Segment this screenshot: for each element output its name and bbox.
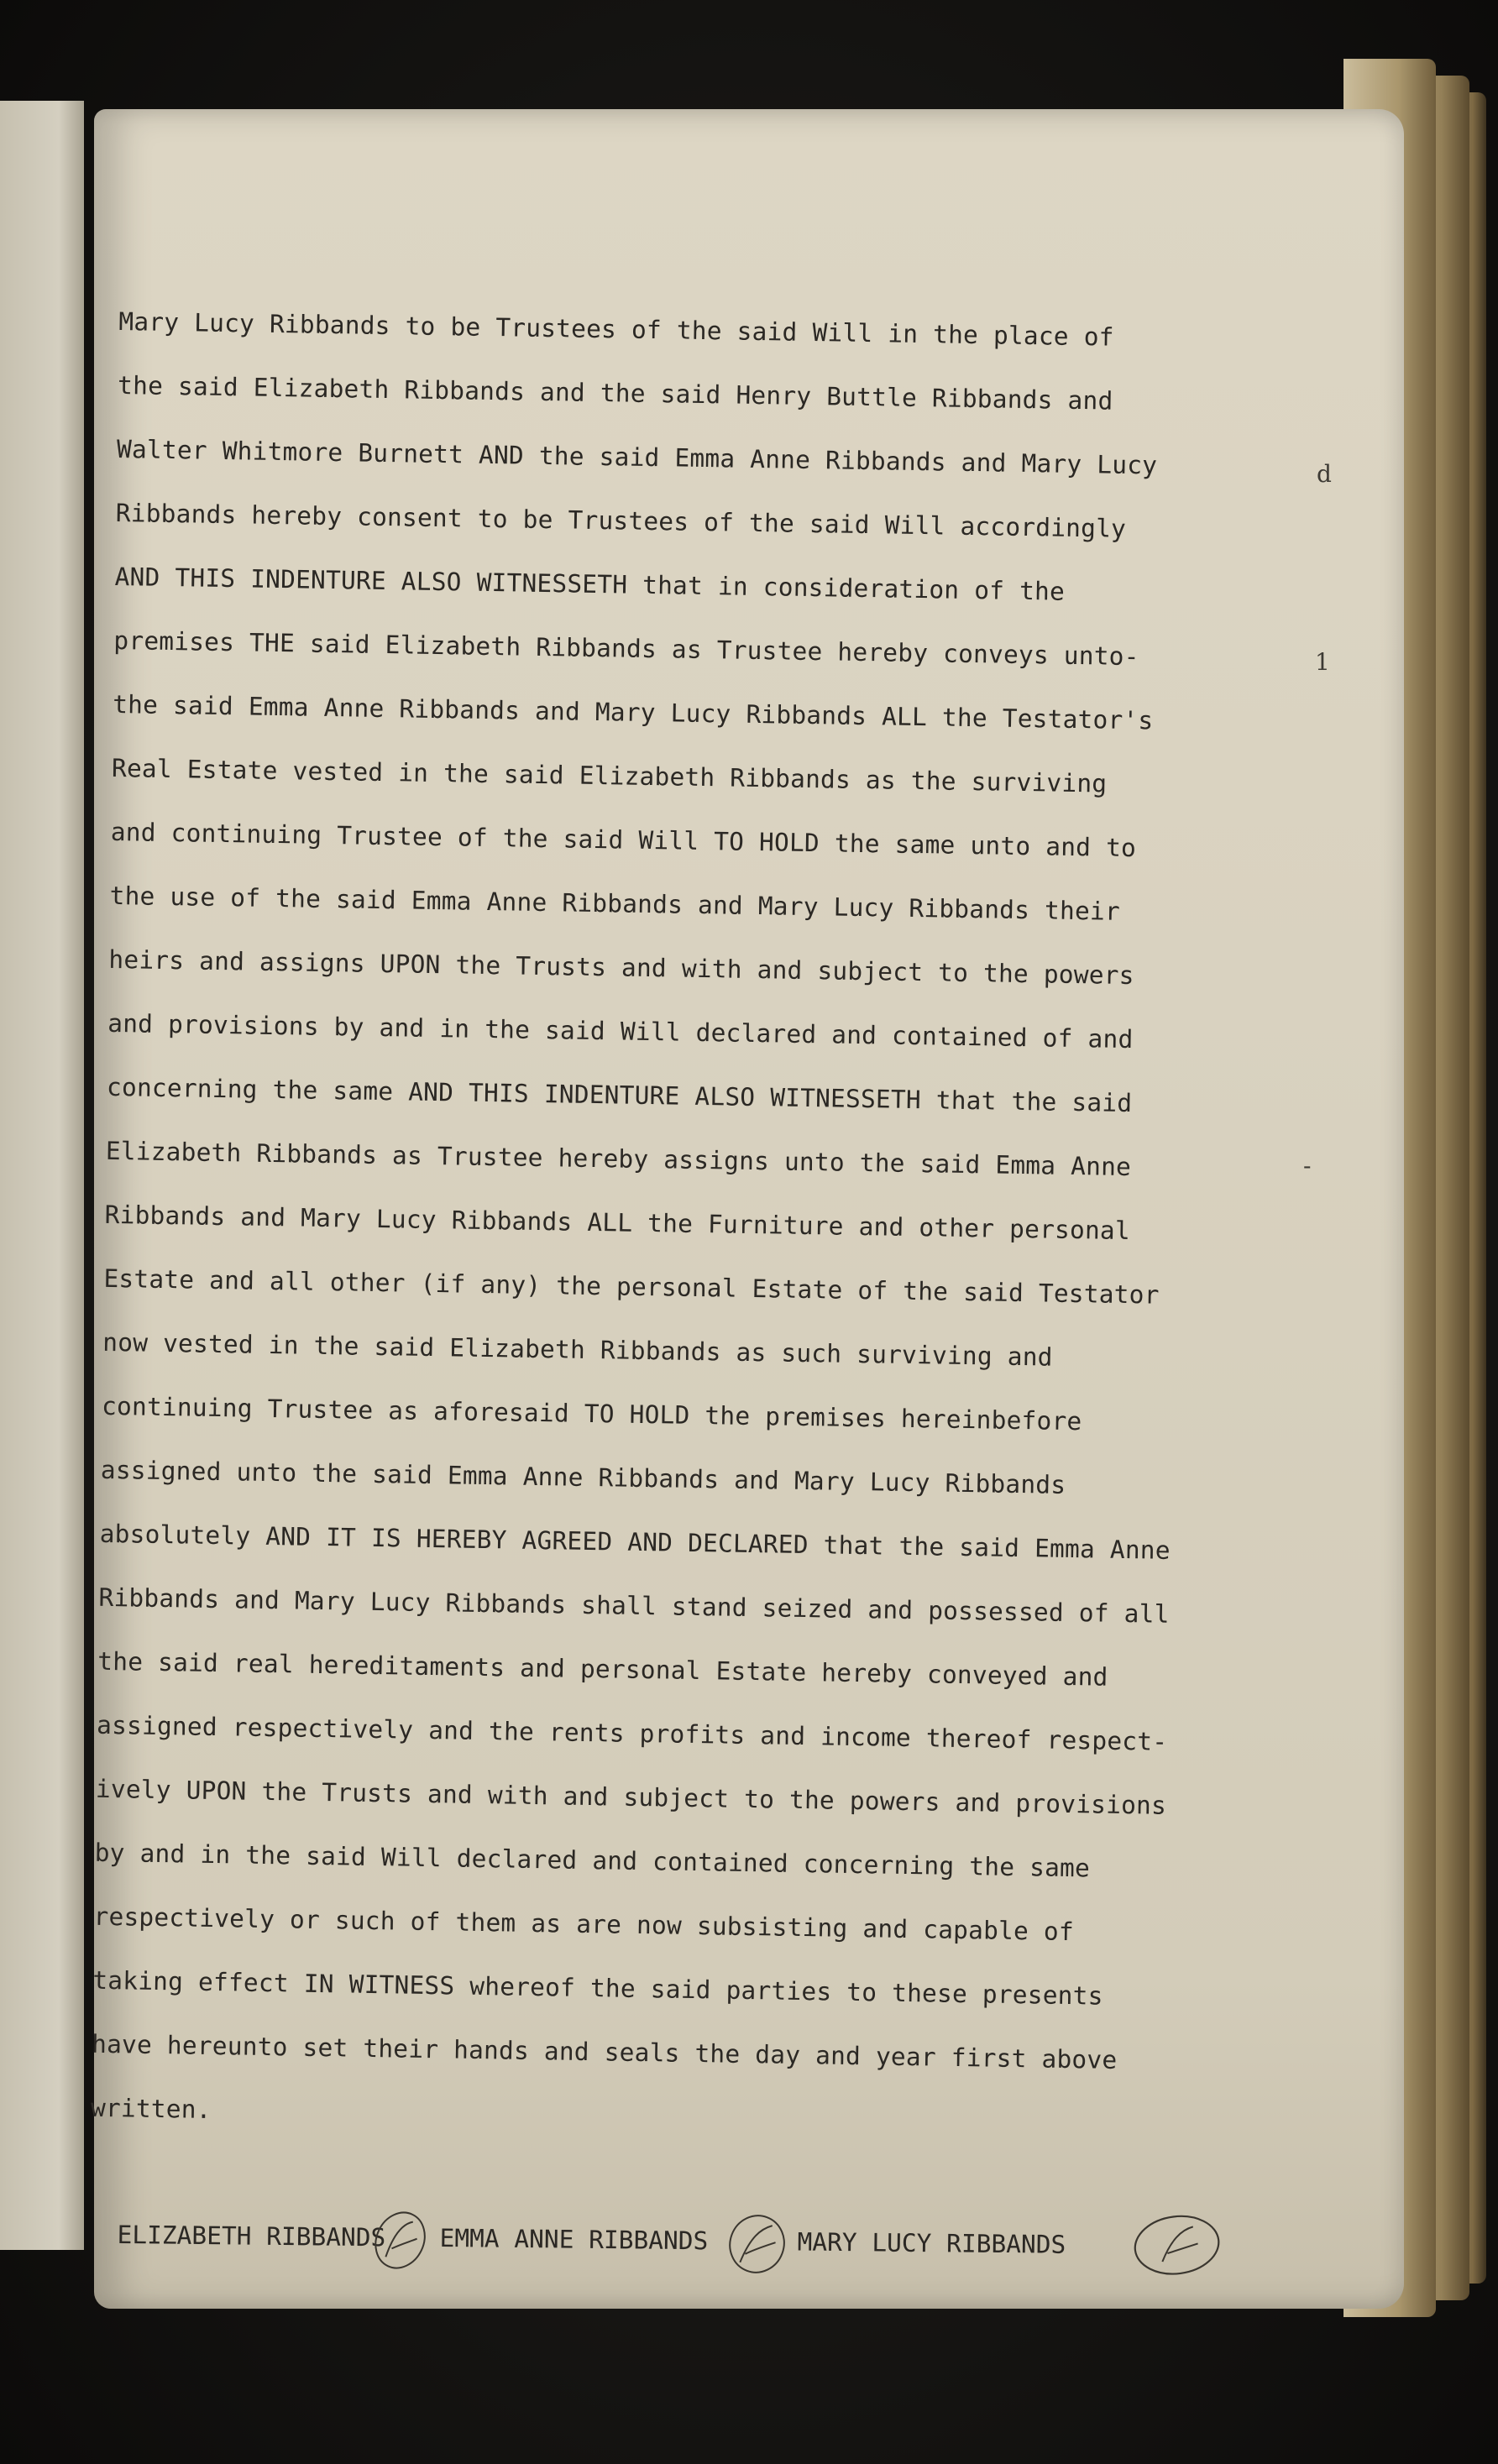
margin-mark: d bbox=[1317, 460, 1332, 488]
deed-text bbox=[90, 290, 1378, 2159]
text-line: premises THE said Elizabeth Ribbands as Trustee hereby conveys unto- bbox=[113, 625, 1139, 672]
seal-icon bbox=[1130, 2211, 1223, 2279]
text-line: Ribbands and Mary Lucy Ribbands shall stand seized and possessed of all bbox=[98, 1583, 1170, 1629]
text-line: and provisions by and in the said Will declared and contained of and bbox=[107, 1008, 1134, 1054]
text-line: heirs and assigns UPON the Trusts and with and subject to the powers bbox=[108, 944, 1134, 991]
text-line: assigned respectively and the rents profits and income thereof respect- bbox=[96, 1710, 1168, 1756]
text-line: absolutely AND IT IS HEREBY AGREED AND DECLARED that the said Emma Anne bbox=[99, 1519, 1171, 1565]
seal-icon bbox=[370, 2206, 430, 2274]
signer-elizabeth: ELIZABETH RIBBANDS bbox=[117, 2220, 386, 2252]
text-line: Walter Whitmore Burnett AND the said Emma Anne Ribbands and Mary Lucy bbox=[116, 434, 1158, 480]
text-line: Estate and all other (if any) the personal Estate of the said Testator bbox=[103, 1263, 1160, 1310]
text-line: Elizabeth Ribbands as Trustee hereby assigns unto the said Emma Anne bbox=[105, 1136, 1132, 1182]
text-line: now vested in the said Elizabeth Ribbands as such surviving and bbox=[102, 1327, 1053, 1372]
signer-emma: EMMA ANNE RIBBANDS bbox=[439, 2223, 709, 2256]
text-line: concerning the same AND THIS INDENTURE ALSO WITNESSETH that the said bbox=[106, 1072, 1133, 1118]
text-line: and continuing Trustee of the said Will TO HOLD the same unto and to bbox=[110, 817, 1137, 863]
text-line: taking effect IN WITNESS whereof the said parties to these presents bbox=[92, 1965, 1103, 2011]
text-line: continuing Trustee as aforesaid TO HOLD the premises hereinbefore bbox=[101, 1391, 1082, 1436]
text-line: Ribbands hereby consent to be Trustees of the said Will accordingly bbox=[115, 498, 1127, 543]
text-line: Real Estate vested in the said Elizabeth Ribbands as the surviving bbox=[111, 753, 1108, 798]
margin-mark: 1 bbox=[1315, 648, 1330, 676]
text-line: by and in the said Will declared and contained concerning the same bbox=[94, 1838, 1091, 1883]
signature-row bbox=[118, 2204, 1379, 2293]
text-line: ively UPON the Trusts and with and subject to the powers and provisions bbox=[95, 1774, 1167, 1820]
text-line: the said real hereditaments and personal Estate hereby conveyed and bbox=[97, 1646, 1108, 1692]
left-facing-page bbox=[0, 101, 84, 2250]
margin-mark: - bbox=[1303, 1152, 1312, 1180]
text-line: AND THIS INDENTURE ALSO WITNESSETH that in consideration of the bbox=[114, 562, 1066, 606]
main-page bbox=[90, 109, 1404, 2309]
text-line: Mary Lucy Ribbands to be Trustees of the said Will in the place of bbox=[118, 306, 1114, 352]
text-line: assigned unto the said Emma Anne Ribbands and Mary Lucy Ribbands bbox=[100, 1455, 1066, 1499]
text-line: the said Emma Anne Ribbands and Mary Lucy Ribbands ALL the Testator's bbox=[112, 689, 1154, 735]
text-line: have hereunto set their hands and seals the day and year first above bbox=[91, 2029, 1118, 2074]
text-line: written. bbox=[90, 2093, 212, 2124]
text-line: the said Elizabeth Ribbands and the said Henry Buttle Ribbands and bbox=[117, 370, 1113, 416]
text-line: the use of the said Emma Anne Ribbands and Mary Lucy Ribbands their bbox=[109, 881, 1121, 926]
text-line: respectively or such of them as are now subsisting and capable of bbox=[93, 1902, 1075, 1947]
text-line: Ribbands and Mary Lucy Ribbands ALL the Furniture and other personal bbox=[104, 1200, 1131, 1246]
signer-mary: MARY LUCY RIBBANDS bbox=[797, 2227, 1066, 2259]
seal-icon bbox=[723, 2210, 791, 2278]
